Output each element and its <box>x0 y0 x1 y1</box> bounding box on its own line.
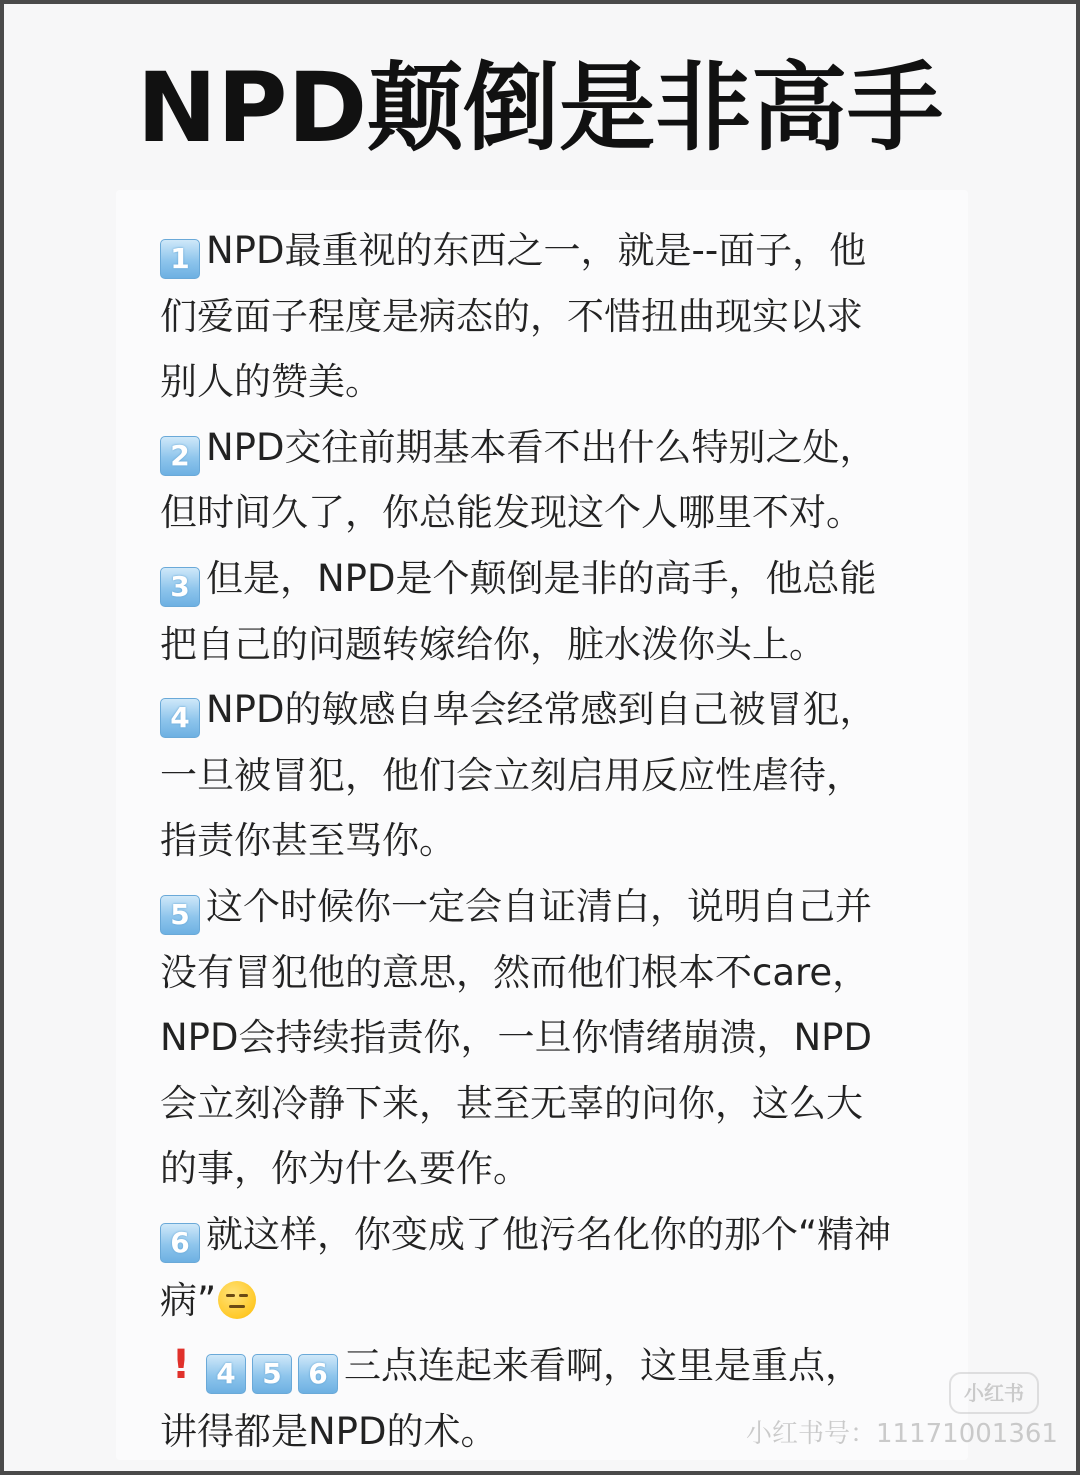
item-text-line: 但时间久了，你总能发现这个人哪里不对。 <box>160 491 863 535</box>
post-body <box>160 218 920 1464</box>
watermark-badge: 小红书 <box>949 1372 1039 1414</box>
item-text-line: 会立刻冷静下来，甚至无辜的问你，这么大 <box>160 1081 863 1125</box>
list-item <box>160 218 920 415</box>
keycap-five-icon: 5 <box>160 895 200 935</box>
summary-text-line: 讲得都是NPD的术。 <box>160 1409 498 1453</box>
list-item <box>160 415 920 546</box>
keycap-six-icon: 6 <box>298 1354 338 1394</box>
item-text-line: NPD交往前期基本看不出什么特别之处， <box>206 425 877 469</box>
item-text-line: 没有冒犯他的意思，然而他们根本不care， <box>160 950 870 994</box>
item-text-line: NPD最重视的东西之一，就是--面子，他 <box>206 229 867 272</box>
neutral-face-icon <box>218 1281 256 1319</box>
item-text-line: 但是，NPD是个颠倒是非的高手，他总能 <box>206 556 877 600</box>
summary-text-line: 三点连起来看啊，这里是重点， <box>344 1344 862 1388</box>
list-item <box>160 874 920 1202</box>
list-item <box>160 677 920 874</box>
keycap-four-icon: 4 <box>206 1354 246 1394</box>
item-text-line: 这个时候你一定会自证清白，说明自己并 <box>206 884 872 928</box>
exclamation-icon: ! <box>171 1342 191 1389</box>
keycap-one-icon: 1 <box>160 239 200 279</box>
page-title: NPD颠倒是非高手 <box>136 52 944 164</box>
keycap-six-icon: 6 <box>160 1223 200 1263</box>
item-text-line: 别人的赞美。 <box>160 360 382 404</box>
watermark-text: 小红书号：11171001361 <box>746 1419 1058 1449</box>
keycap-three-icon: 3 <box>160 567 200 607</box>
item-text-line: 就这样，你变成了他污名化你的那个“精神 <box>206 1212 892 1256</box>
list-item <box>160 546 920 677</box>
keycap-five-icon: 5 <box>252 1354 292 1394</box>
item-text-line: NPD的敏感自卑会经常感到自己被冒犯， <box>206 688 877 732</box>
keycap-two-icon: 2 <box>160 436 200 476</box>
item-text-line: 们爱面子程度是病态的，不惜扭曲现实以求 <box>160 294 863 338</box>
item-text-line: NPD会持续指责你，一旦你情绪崩溃，NPD <box>160 1016 872 1060</box>
item-text-line: 的事，你为什么要作。 <box>160 1147 530 1191</box>
item-text-line: 把自己的问题转嫁给你，脏水泼你头上。 <box>160 622 826 666</box>
item-text-line: 病” <box>160 1278 217 1322</box>
item-text-line: 指责你甚至骂你。 <box>160 819 456 863</box>
item-text-line: 一旦被冒犯，他们会立刻启用反应性虐待， <box>160 753 863 797</box>
keycap-four-icon: 4 <box>160 698 200 738</box>
list-item <box>160 1202 920 1333</box>
page <box>4 4 1076 1471</box>
